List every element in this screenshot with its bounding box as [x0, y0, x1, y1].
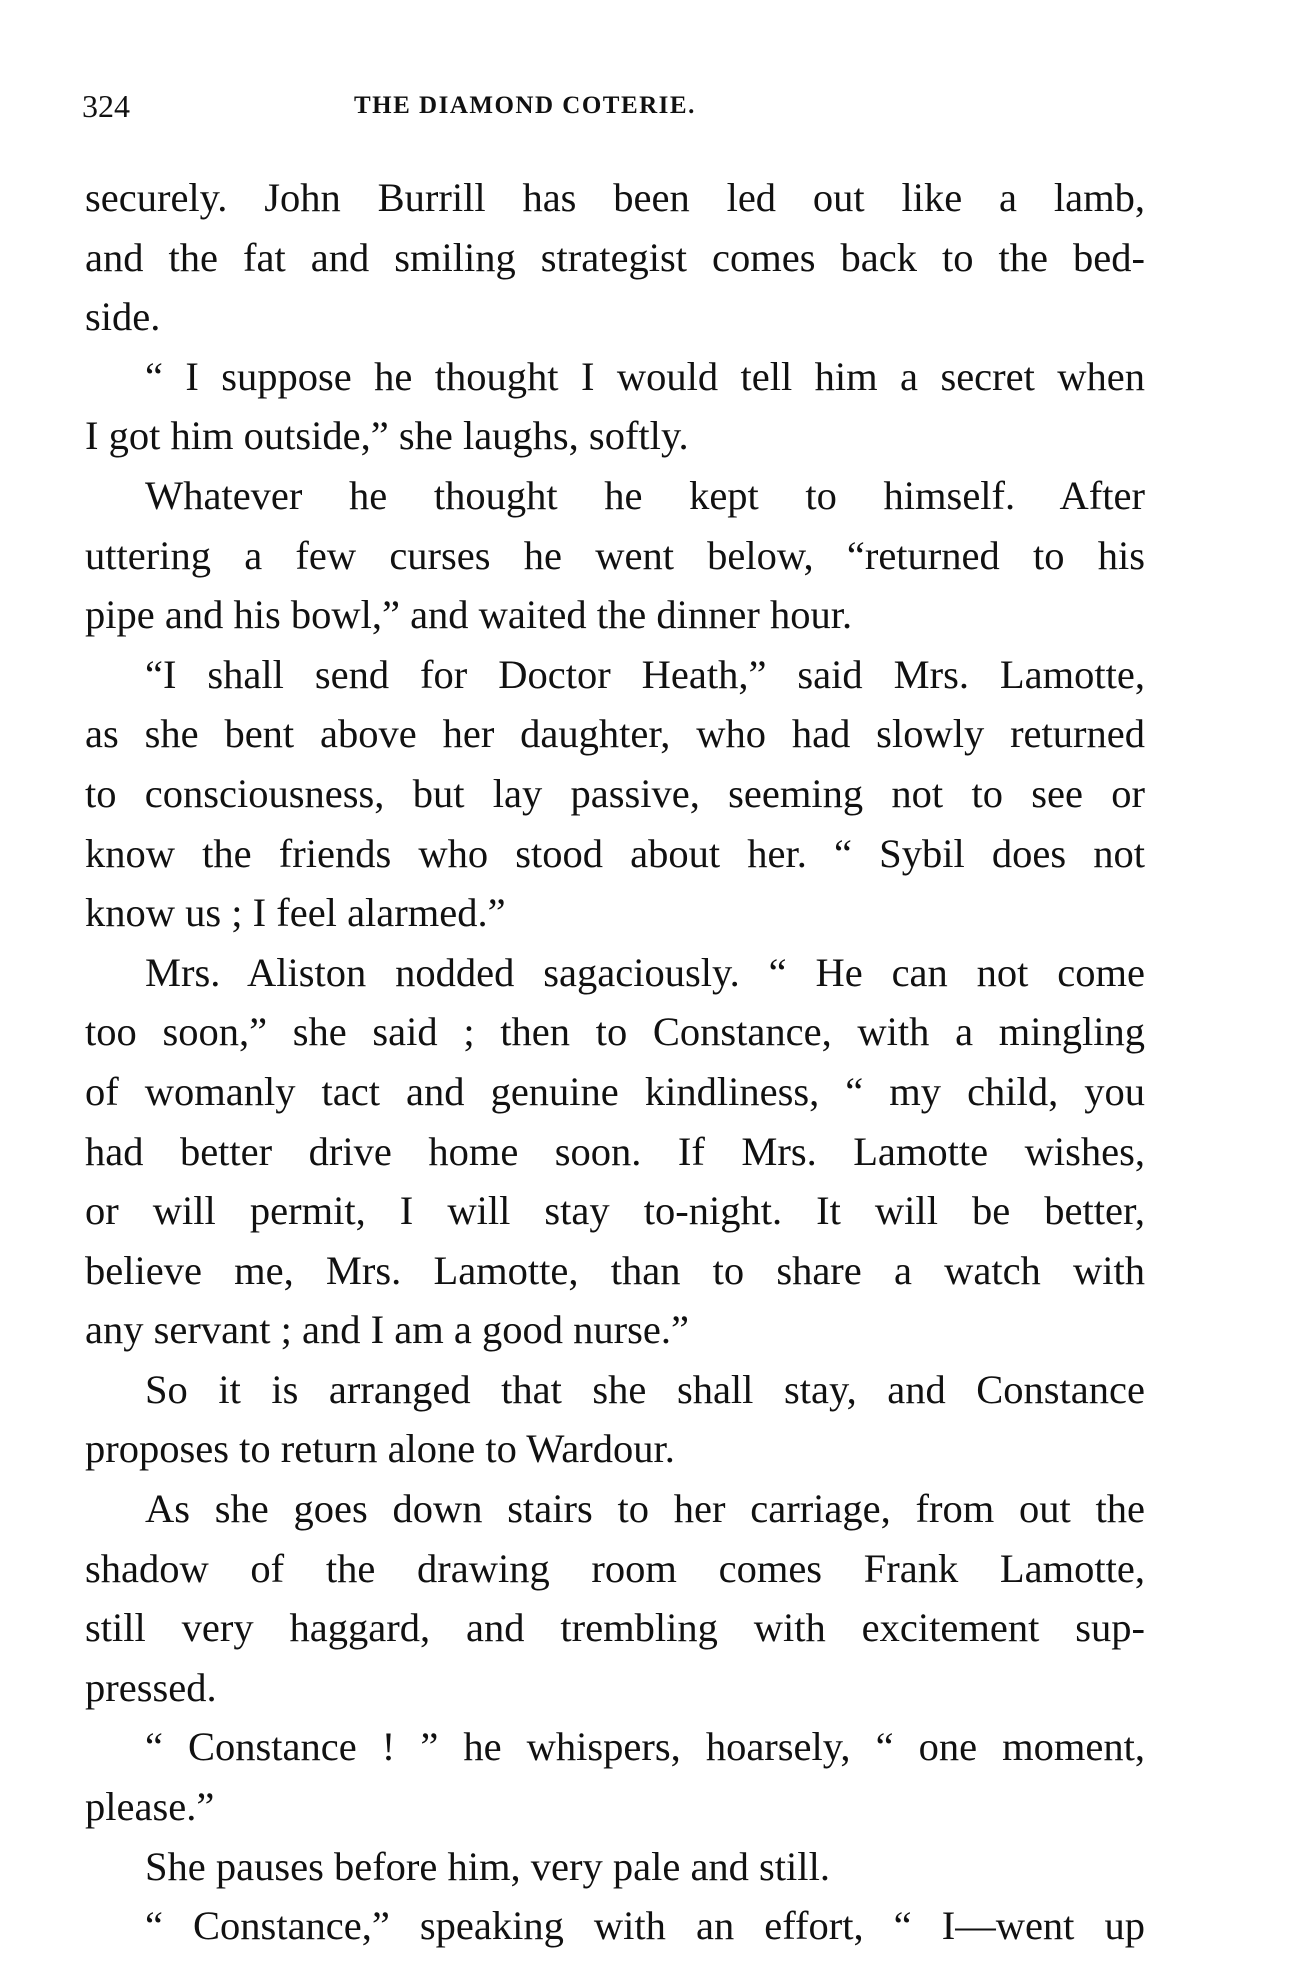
body-text [85, 168, 1145, 1956]
text-line: “ Constance ! ” he whispers, hoarsely, “ one moment, [145, 1724, 1145, 1770]
page-header [82, 82, 1142, 130]
page-number: 324 [82, 88, 130, 124]
text-line: of womanly tact and genuine kindliness, “ my child, you [85, 1068, 1145, 1114]
text-line: side. [85, 294, 161, 340]
text-line: Mrs. Aliston nodded sagaciously. “ He can not come [145, 949, 1145, 995]
text-line: or will permit, I will stay to-night. It will be better, [85, 1188, 1145, 1234]
text-line: and the fat and smiling strategist comes back to the bed- [85, 234, 1145, 280]
text-line: any servant ; and I am a good nurse.” [85, 1307, 689, 1353]
text-line: securely. John Burrill has been led out like a lamb, [85, 175, 1145, 220]
text-line: pressed. [85, 1664, 217, 1710]
text-line: As she goes down stairs to her carriage, from out the [145, 1486, 1145, 1532]
text-line: “ Constance,” speaking with an effort, “ I—went up [145, 1903, 1145, 1949]
text-line: Whatever he thought he kept to himself. After [145, 472, 1145, 518]
text-line: know the friends who stood about her. “ Sybil does not [85, 830, 1145, 876]
text-line: still very haggard, and trembling with excitement sup- [85, 1605, 1145, 1651]
running-title: THE DIAMOND COTERIE. [354, 92, 696, 119]
text-line: “ I suppose he thought I would tell him a secret when [145, 353, 1145, 399]
text-line: So it is arranged that she shall stay, and Constance [145, 1366, 1145, 1412]
text-line: She pauses before him, very pale and still. [145, 1843, 830, 1889]
text-line: I got him outside,” she laughs, softly. [85, 413, 689, 459]
text-line: had better drive home soon. If Mrs. Lamotte wishes, [85, 1128, 1145, 1174]
text-line: proposes to return alone to Wardour. [85, 1426, 675, 1472]
text-line: to consciousness, but lay passive, seeming not to see or [85, 770, 1145, 816]
text-line: shadow of the drawing room comes Frank Lamotte, [85, 1545, 1145, 1591]
text-line: “I shall send for Doctor Heath,” said Mrs. Lamotte, [145, 651, 1145, 697]
text-line: believe me, Mrs. Lamotte, than to share a watch with [85, 1247, 1145, 1293]
text-line: please.” [85, 1784, 215, 1830]
text-line: as she bent above her daughter, who had slowly returned [85, 711, 1145, 757]
text-line: too soon,” she said ; then to Constance, with a mingling [85, 1009, 1145, 1055]
text-line: pipe and his bowl,” and waited the dinner hour. [85, 592, 853, 638]
text-line: uttering a few curses he went below, “returned to his [85, 532, 1145, 578]
text-line: know us ; I feel alarmed.” [85, 890, 506, 936]
